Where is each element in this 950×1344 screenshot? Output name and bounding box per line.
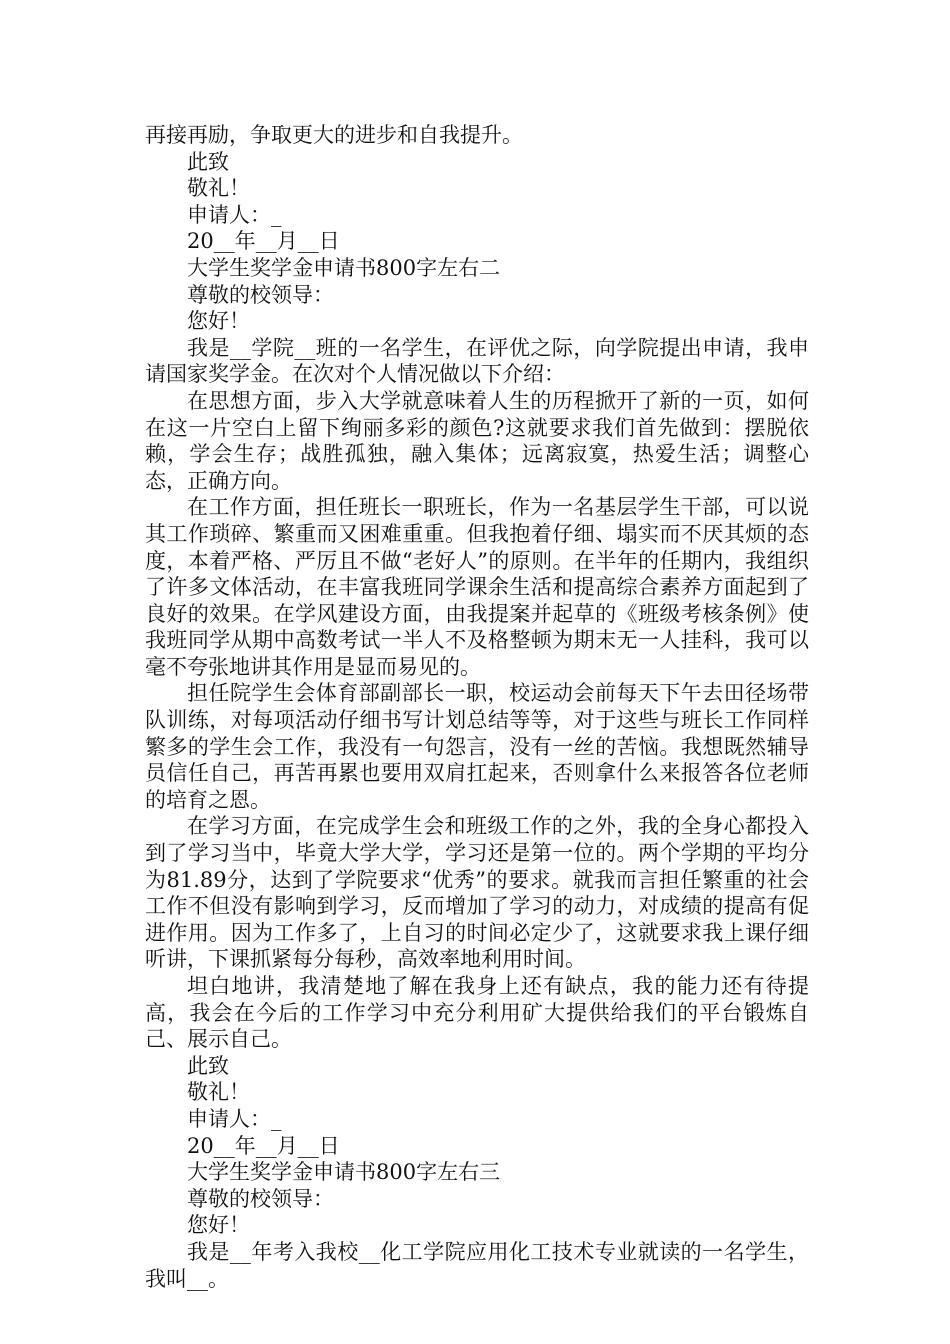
applicant-line-2: 申请人：_ [187,1106,282,1131]
closing-salutation: 此致 [187,149,229,174]
closing-regards: 敬礼！ [187,176,250,201]
section-title-2: 大学生奖学金申请书800字左右二 [187,255,501,280]
date-line: 20__年__月__日 [187,229,340,254]
greeting-recipient: 尊敬的校领导： [187,282,334,307]
document-body [145,122,809,1292]
greeting-hello: 您好！ [187,309,250,334]
paragraph-1: 再接再励，争取更大的进步和自我提升。 [145,123,523,147]
candid-paragraph: 坦白地讲，我清楚地了解在我身上还有缺点，我的能力还有待提高，我会在今后的工作学习中充分利用矿大提供给我们的平台锻炼自己、展示自己。 [145,974,809,1052]
intro-paragraph: 我是__学院__班的一名学生，在评优之际，向学院提出申请，我申请国家奖学金。在次对个人情况做以下介绍： [145,335,809,387]
closing-regards-2: 敬礼！ [187,1080,250,1105]
student-union-paragraph: 担任院学生会体育部副部长一职，校运动会前每天下午去田径场带队训练，对每项活动仔细书写计划总结等等，对于这些与班长工作同样繁多的学生会工作，我没有一句怨言，没有一丝的苦恼。我想既然辅导员信任自己，再苦再累也要用双肩扛起来，否则拿什么来报答各位老师的培育之恩。 [145,681,809,812]
applicant-line: 申请人：_ [187,202,282,227]
greeting-recipient-2: 尊敬的校领导： [187,1186,334,1211]
date-line-2: 20__年__月__日 [187,1133,340,1158]
thought-paragraph: 在思想方面，步入大学就意味着人生的历程掀开了新的一页，如何在这一片空白上留下绚丽多彩的颜色?这就要求我们首先做到：摆脱依赖，学会生存；战胜孤独，融入集体；远离寂寞，热爱生活；调整心态，正确方向。 [145,388,809,493]
study-paragraph: 在学习方面，在完成学生会和班级工作的之外，我的全身心都投入到了学习当中，毕竟大学大学，学习还是第一位的。两个学期的平均分为81.89分，达到了学院要求“优秀”的要求。就我而言担任繁重的社会工作不但没有影响到学习，反而增加了学习的动力，对成绩的提高有促进作用。因为工作多了，上自习的时间必定少了，这就要求我上课仔细听讲，下课抓紧每分每秒，高效率地利用时间。 [145,814,809,972]
greeting-hello-2: 您好！ [187,1213,250,1238]
intro-paragraph-2: 我是__年考入我校__化工学院应用化工技术专业就读的一名学生，我叫__。 [145,1239,809,1291]
closing-salutation-2: 此致 [187,1053,229,1078]
section-title-3: 大学生奖学金申请书800字左右三 [187,1160,501,1185]
work-paragraph: 在工作方面，担任班长一职班长，作为一名基层学生干部，可以说其工作琐碎、繁重而又困难重重。但我抱着仔细、塌实而不厌其烦的态度，本着严格、严厉且不做“老好人”的原则。在半年的任期内，我组织了许多文体活动，在丰富我班同学课余生活和提高综合素养方面起到了良好的效果。在学风建设方面，由我提案并起草的《班级考核条例》使我班同学从期中高数考试一半人不及格整顿为期末无一人挂科，我可以毫不夸张地讲其作用是显而易见的。 [145,495,809,679]
